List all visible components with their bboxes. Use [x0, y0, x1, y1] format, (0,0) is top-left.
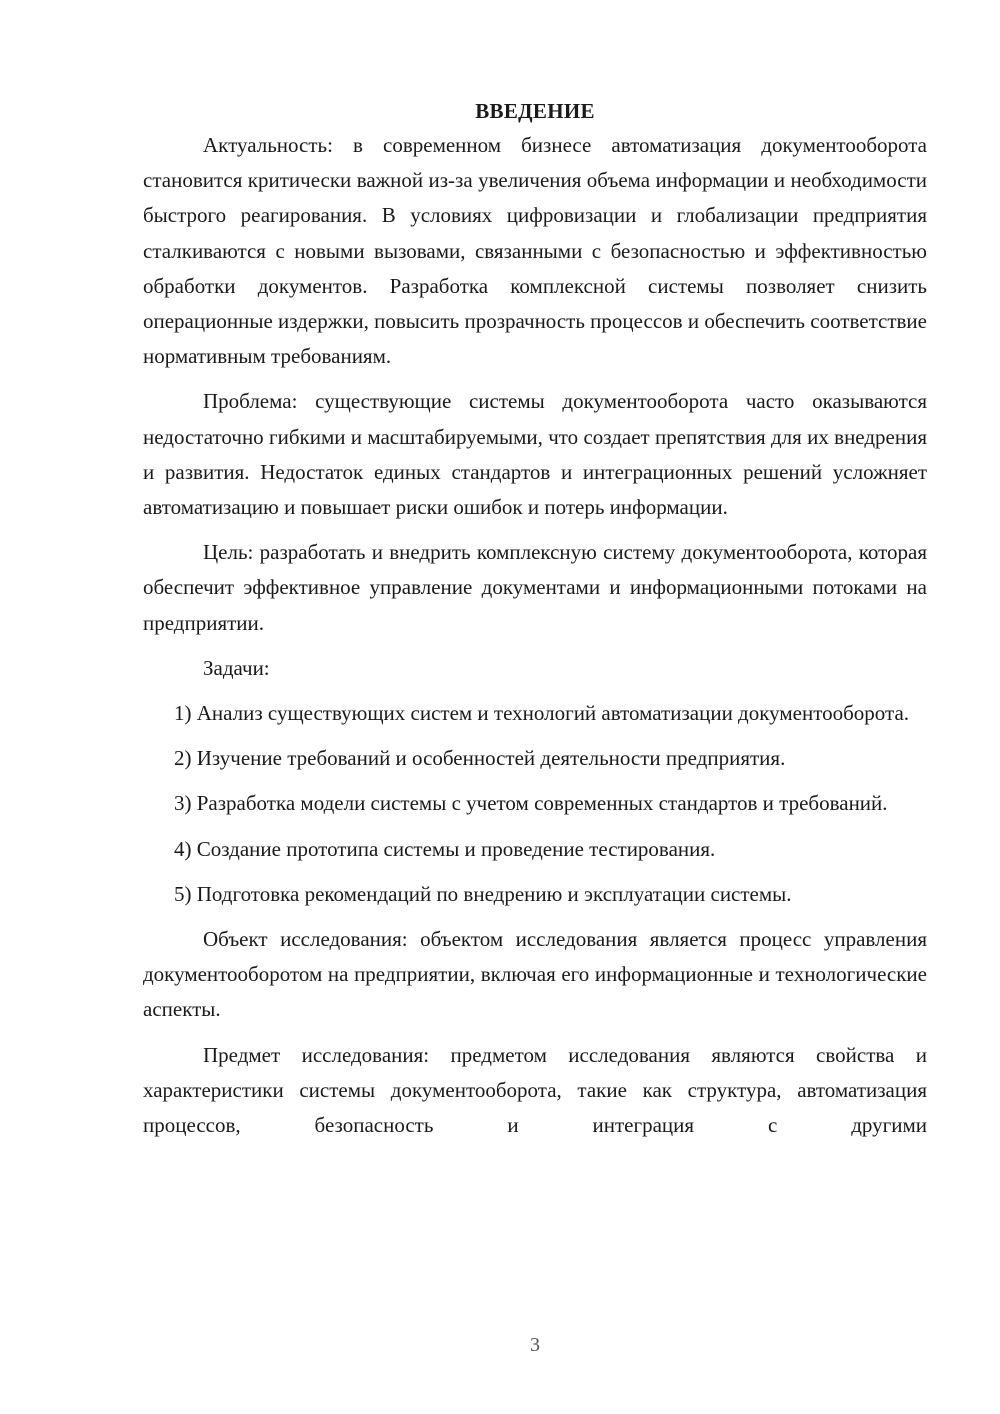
task-item-2: 2) Изучение требований и особенностей деятельности предприятия.	[174, 746, 786, 771]
page-number: 3	[530, 1334, 540, 1356]
paragraph-object: Объект исследования: объектом исследования является процесс управления документооборотом на предприятии, включая его информационные и технологические аспекты.	[143, 927, 927, 1022]
page-title: ВВЕДЕНИЕ	[475, 99, 595, 123]
tasks-heading: Задачи:	[203, 655, 270, 680]
task-item-3: 3) Разработка модели системы с учетом современных стандартов и требований.	[174, 791, 888, 816]
document-page	[143, 96, 927, 1153]
paragraph-goal: Цель: разработать и внедрить комплексную систему документооборота, которая обеспечит эффективное управление документами и информационными потоками на предприятии.	[143, 540, 927, 635]
paragraph-subject: Предмет исследования: предметом исследования являются свойства и характеристики системы документооборота, такие как структура, автоматизация процессов, безопасность и интеграция с другими	[143, 1042, 927, 1138]
task-item-1: 1) Анализ существующих систем и технологий автоматизации документооборота.	[174, 701, 910, 726]
task-item-5: 5) Подготовка рекомендаций по внедрению и эксплуатации системы.	[174, 881, 792, 906]
paragraph-problem: Проблема: существующие системы документооборота часто оказываются недостаточно гибкими и масштабируемыми, что создает препятствия для их внедрения и развития. Недостаток единых стандартов и интеграционных решений усложняет автоматизацию и повышает риски ошибок и потерь информации.	[143, 389, 927, 520]
task-item-4: 4) Создание прототипа системы и проведение тестирования.	[174, 836, 716, 861]
paragraph-relevance: Актуальность: в современном бизнесе автоматизация документооборота становится критически важной из-за увеличения объема информации и необходимости быстрого реагирования. В условиях цифровизации и глобализации предприятия сталкиваются с новыми вызовами, связанными с безопасностью и эффективностью обработки документов. Разработка комплексной системы позволяет снизить операционные издержки, повысить прозрачность процессов и обеспечить соответствие нормативным требованиям.	[143, 133, 927, 369]
